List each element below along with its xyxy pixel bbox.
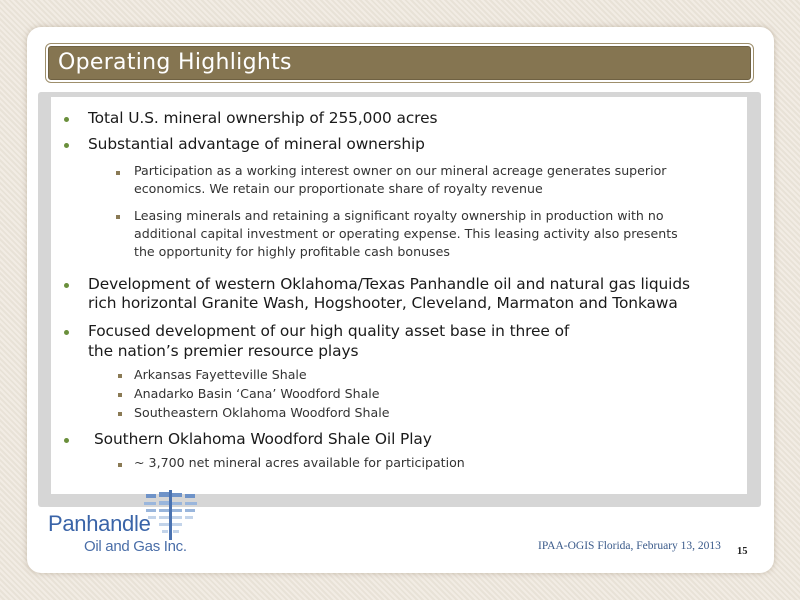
bullet-text: Focused development of our high quality asset base in three of bbox=[88, 322, 570, 340]
logo-name: Panhandle bbox=[48, 511, 151, 536]
logo-subtitle: Oil and Gas Inc. bbox=[84, 538, 187, 555]
bullet-text: the nation’s premier resource plays bbox=[88, 342, 359, 360]
bullet-dot bbox=[64, 438, 69, 443]
sub-bullet-text: economics. We retain our proportionate share of royalty revenue bbox=[134, 181, 543, 196]
sub-bullet-square bbox=[118, 463, 122, 467]
panhandle-logo-mark bbox=[142, 490, 202, 542]
bullet-dot bbox=[64, 117, 69, 122]
sub-bullet-text: additional capital investment or operating expense. This leasing activity also presents bbox=[134, 226, 678, 241]
title-bar bbox=[46, 44, 753, 82]
sub-bullet-square bbox=[118, 393, 122, 397]
bullet-text: Substantial advantage of mineral ownership bbox=[88, 135, 425, 153]
sub-bullet-text: Arkansas Fayetteville Shale bbox=[134, 367, 307, 382]
sub-bullet-text: Leasing minerals and retaining a significant royalty ownership in production with no bbox=[134, 208, 664, 223]
sub-bullet-text: Anadarko Basin ‘Cana’ Woodford Shale bbox=[134, 386, 380, 401]
bullet-text: rich horizontal Granite Wash, Hogshooter, Cleveland, Marmaton and Tonkawa bbox=[88, 294, 678, 312]
slide-title: Operating Highlights bbox=[58, 50, 292, 75]
bullet-dot bbox=[64, 283, 69, 288]
sub-bullet-square bbox=[118, 412, 122, 416]
footer-event: IPAA-OGIS Florida, February 13, 2013 bbox=[538, 540, 721, 552]
sub-bullet-square bbox=[118, 374, 122, 378]
sub-bullet-square bbox=[116, 215, 120, 219]
page-number: 15 bbox=[737, 546, 748, 557]
sub-bullet-text: the opportunity for highly profitable cash bonuses bbox=[134, 244, 450, 259]
bullet-text: Southern Oklahoma Woodford Shale Oil Play bbox=[94, 430, 432, 448]
bullet-dot bbox=[64, 143, 69, 148]
sub-bullet-text: ~ 3,700 net mineral acres available for participation bbox=[134, 455, 465, 470]
bullet-text: Development of western Oklahoma/Texas Panhandle oil and natural gas liquids bbox=[88, 275, 690, 293]
sub-bullet-text: Southeastern Oklahoma Woodford Shale bbox=[134, 405, 390, 420]
sub-bullet-text: Participation as a working interest owner on our mineral acreage generates superior bbox=[134, 163, 667, 178]
bullet-text: Total U.S. mineral ownership of 255,000 acres bbox=[88, 109, 438, 127]
sub-bullet-square bbox=[116, 171, 120, 175]
bullet-dot bbox=[64, 330, 69, 335]
